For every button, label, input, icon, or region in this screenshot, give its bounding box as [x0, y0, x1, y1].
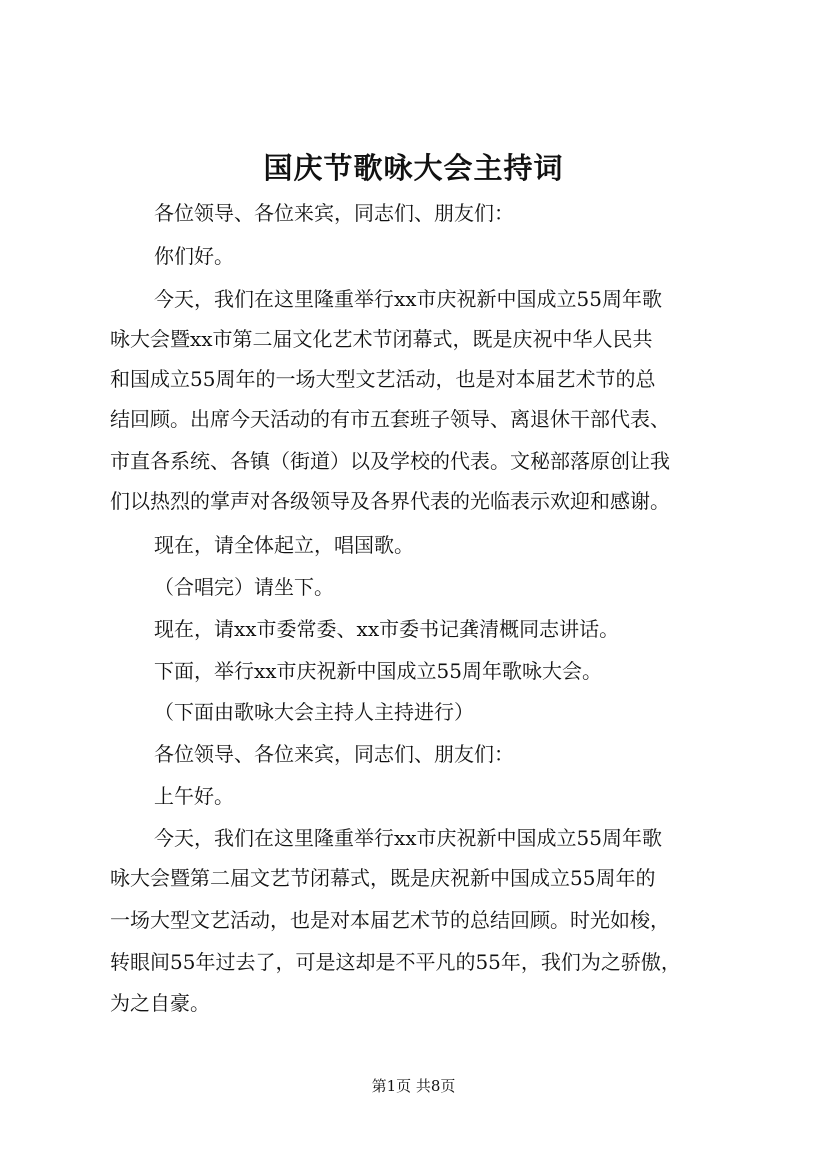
paragraph-line: 们以热烈的掌声对各级领导及各界代表的光临表示欢迎和感谢。 [110, 489, 670, 513]
paragraph-line: 咏大会暨xx市第二届文化艺术节闭幕式，既是庆祝中华人民共 [110, 327, 653, 351]
paragraph-line: 今天，我们在这里隆重举行xx市庆祝新中国成立55周年歌 [154, 287, 663, 311]
paragraph-line: 上午好。 [154, 784, 234, 808]
paragraph-line: 现在，请xx市委常委、xx市委书记龚清概同志讲话。 [154, 617, 620, 641]
paragraph-line: 一场大型文艺活动，也是对本届艺术节的总结回顾。时光如梭， [110, 908, 670, 932]
paragraph-line: 咏大会暨第二届文艺节闭幕式，既是庆祝新中国成立55周年的 [110, 866, 656, 890]
page-number-footer: 第1页 共8页 [371, 1077, 456, 1095]
paragraph-line: 你们好。 [154, 244, 234, 268]
paragraph-line: 市直各系统、各镇（街道）以及学校的代表。文秘部落原创让我 [110, 449, 670, 473]
paragraph-line: （下面由歌咏大会主持人主持进行） [154, 700, 474, 724]
paragraph-line: 为之自豪。 [110, 991, 210, 1015]
paragraph-line: 各位领导、各位来宾，同志们、朋友们： [154, 742, 514, 766]
paragraph-line: 转眼间55年过去了，可是这却是不平凡的55年，我们为之骄傲， [110, 950, 681, 974]
paragraph-line: 下面，举行xx市庆祝新中国成立55周年歌咏大会。 [154, 659, 603, 683]
paragraph-line: 各位领导、各位来宾，同志们、朋友们： [154, 201, 514, 225]
document-title: 国庆节歌咏大会主持词 [263, 151, 564, 185]
paragraph-line: 现在，请全体起立，唱国歌。 [154, 533, 414, 557]
paragraph-line: 结回顾。出席今天活动的有市五套班子领导、离退休干部代表、 [110, 407, 670, 431]
paragraph-line: 今天，我们在这里隆重举行xx市庆祝新中国成立55周年歌 [154, 826, 663, 850]
paragraph-line: （合唱完）请坐下。 [154, 575, 334, 599]
paragraph-line: 和国成立55周年的一场大型文艺活动，也是对本届艺术节的总 [110, 367, 656, 391]
